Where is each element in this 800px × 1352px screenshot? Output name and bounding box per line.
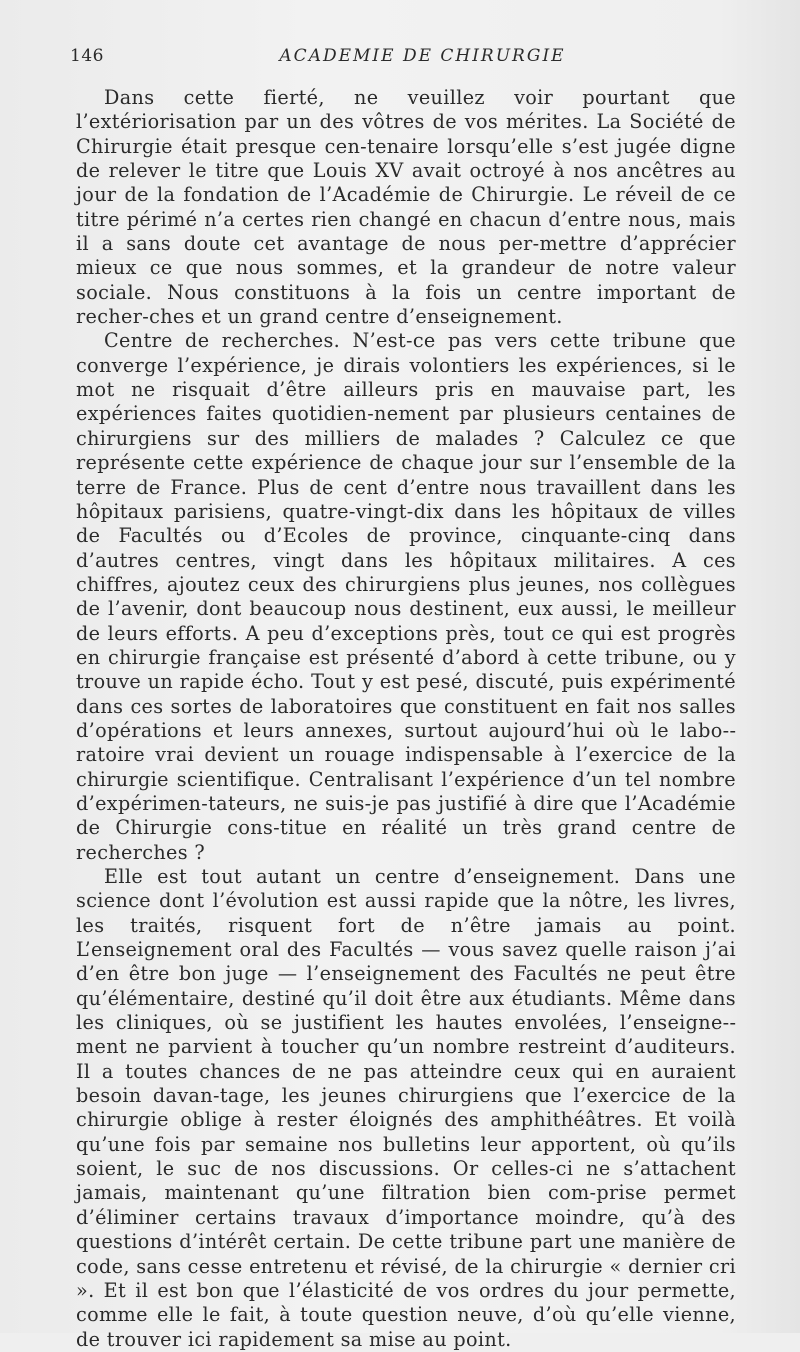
running-title: ACADEMIE DE CHIRURGIE [279, 46, 566, 66]
page-number: 146 [70, 46, 104, 66]
page-header [70, 46, 735, 72]
body-text [76, 86, 736, 1352]
paragraph: Elle est tout autant un centre d’enseignement. Dans une science dont l’évolution est aussi rapide que la nôtre, les livres, les traités, risquent fort de n’être jamais au point. L’enseignement oral des Facultés — vous savez quelle raison j’ai d’en être bon juge — l’enseignement des Facultés ne peut être qu’élémentaire, destiné qu’il doit être aux étudiants. Même dans les cliniques, où se justifient les hautes envolées, l’enseigne-ment ne parvient à toucher qu’un nombre restreint d’auditeurs. Il a toutes chances de ne pas atteindre ceux qui en auraient besoin davan-tage, les jeunes chirurgiens que l’exercice de la chirurgie oblige à rester éloignés des amphithéâtres. Et voilà qu’une fois par semaine nos bulletins leur apportent, où qu’ils soient, le suc de nos discussions. Or celles-ci ne s’attachent jamais, maintenant qu’une filtration bien com-prise permet d’éliminer certains travaux d’importance moindre, qu’à des questions d’intérêt certain. De cette tribune part une manière de code, sans cesse entretenu et révisé, de la chirurgie « dernier cri ». Et il est bon que l’élasticité de vos ordres du jour permette, comme elle le fait, à toute question neuve, d’où qu’elle vienne, de trouver ici rapidement sa mise au point. [76, 865, 736, 1351]
paragraph: Dans cette fierté, ne veuillez voir pourtant que l’extériorisation par un des vôtres de vos mérites. La Société de Chirurgie était presque cen-tenaire lorsqu’elle s’est jugée digne de relever le titre que Louis XV avait octroyé à nos ancêtres au jour de la fondation de l’Académie de Chirurgie. Le réveil de ce titre périmé n’a certes rien changé en chacun d’entre nous, mais il a sans doute cet avantage de nous per-mettre d’apprécier mieux ce que nous sommes, et la grandeur de notre valeur sociale. Nous constituons à la fois un centre important de recher-ches et un grand centre d’enseignement. [76, 86, 736, 329]
paragraph: Centre de recherches. N’est-ce pas vers cette tribune que converge l’expérience, je dirais volontiers les expériences, si le mot ne risquait d’être ailleurs pris en mauvaise part, les expériences faites quotidien-nement par plusieurs centaines de chirurgiens sur des milliers de malades ? Calculez ce que représente cette expérience de chaque jour sur l’ensemble de la terre de France. Plus de cent d’entre nous travaillent dans les hôpitaux parisiens, quatre-vingt-dix dans les hôpitaux de villes de Facultés ou d’Ecoles de province, cinquante-cinq dans d’autres centres, vingt dans les hôpitaux militaires. A ces chiffres, ajoutez ceux des chirurgiens plus jeunes, nos collègues de l’avenir, dont beaucoup nous destinent, eux aussi, le meilleur de leurs efforts. A peu d’exceptions près, tout ce qui est progrès en chirurgie française est présenté d’abord à cette tribune, ou y trouve un rapide écho. Tout y est pesé, discuté, puis expérimenté dans ces sortes de laboratoires que constituent en fait nos salles d’opérations et leurs annexes, surtout aujourd’hui où le labo-ratoire vrai devient un rouage indispensable à l’exercice de la chirurgie scientifique. Centralisant l’expérience d’un tel nombre d’expérimen-tateurs, ne suis-je pas justifié à dire que l’Académie de Chirurgie cons-titue en réalité un très grand centre de recherches ? [76, 329, 736, 864]
